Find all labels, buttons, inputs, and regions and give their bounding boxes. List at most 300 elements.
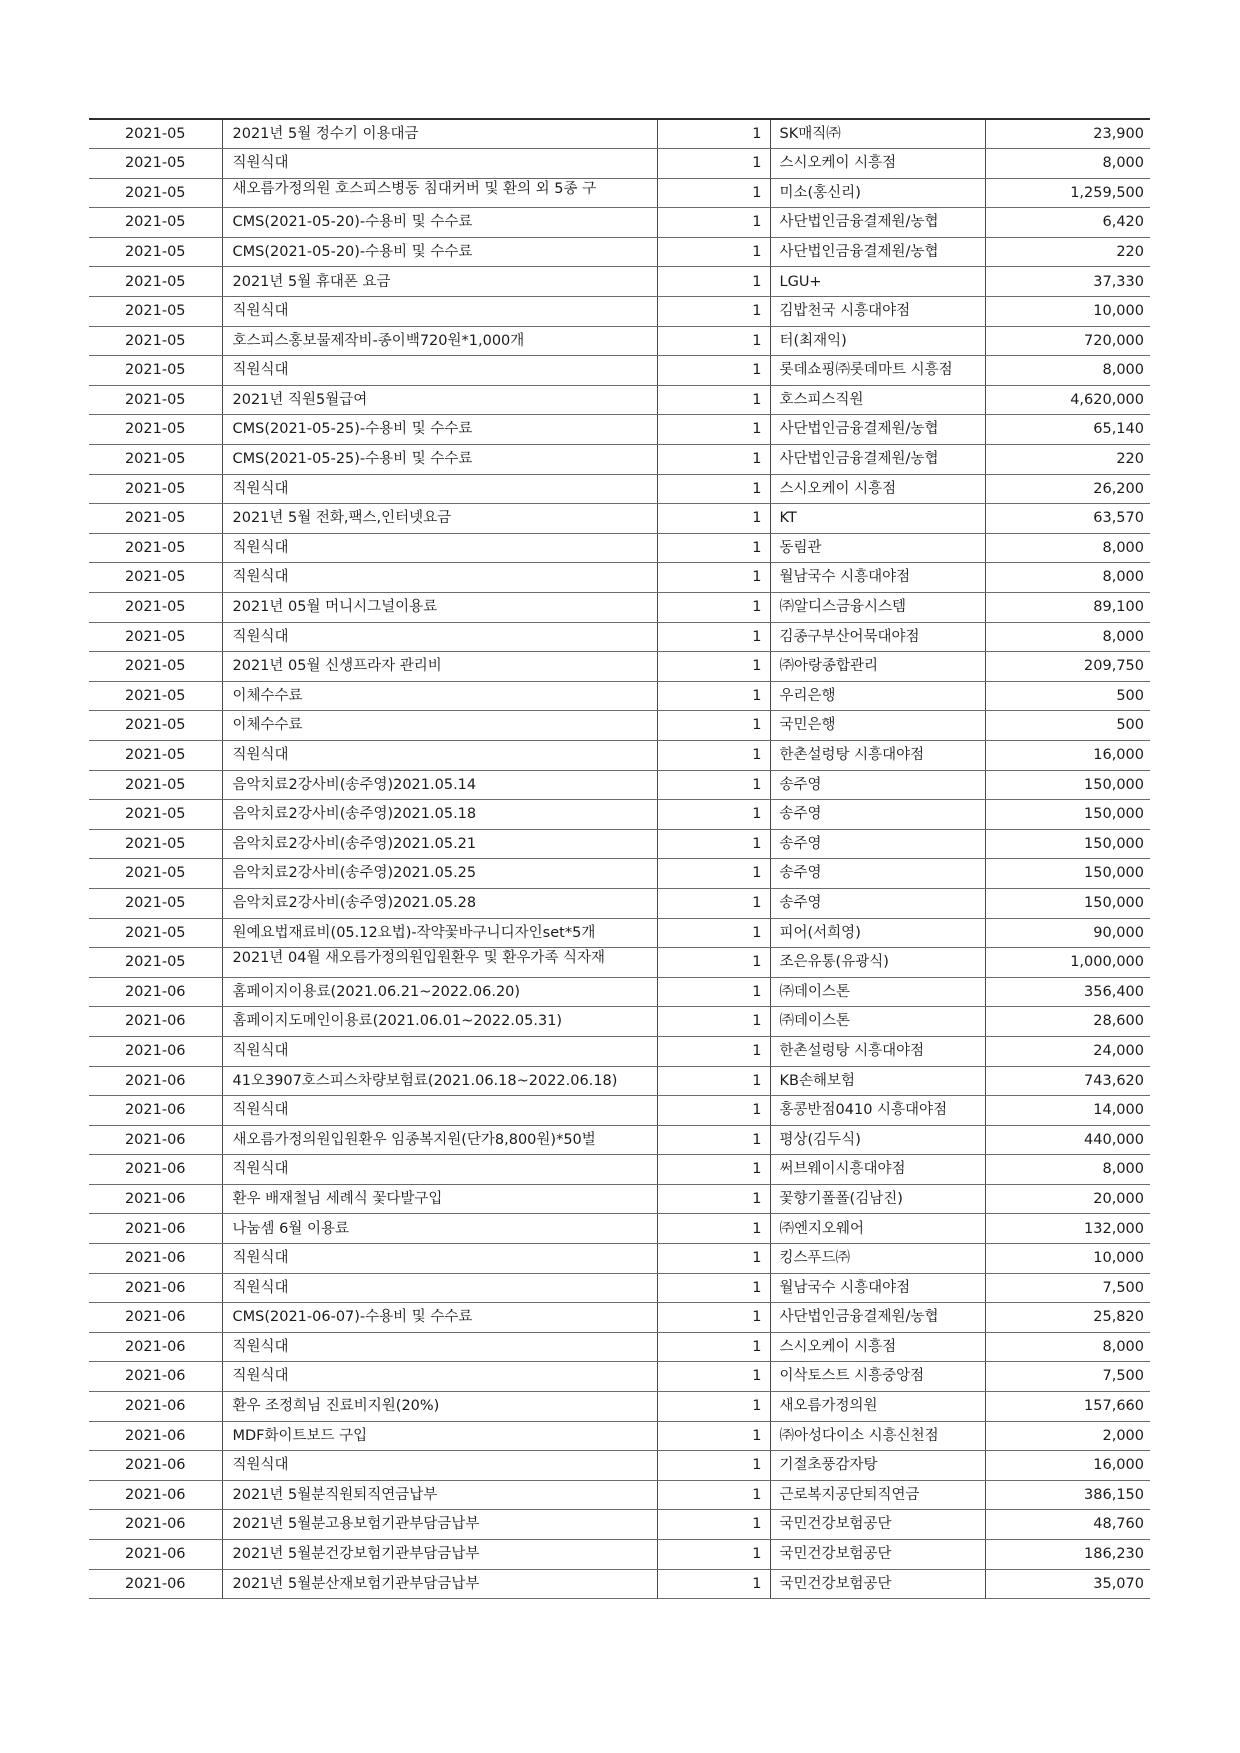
ledger-row [89,237,1150,267]
quantity-cell: 1 [657,1096,770,1126]
ledger-row [89,948,1150,978]
amount-cell: 8,000 [985,356,1150,386]
amount-cell: 7,500 [985,1362,1150,1392]
ledger-row [89,1332,1150,1362]
amount-cell: 8,000 [985,563,1150,593]
vendor-cell: 스시오케이 시흥점 [770,1332,985,1362]
description-cell: 나눔셈 6월 이용료 [222,1214,657,1244]
ledger-row [89,977,1150,1007]
description-cell: 음악치료2강사비(송주영)2021.05.21 [222,829,657,859]
quantity-cell: 1 [657,208,770,238]
amount-cell: 1,000,000 [985,948,1150,978]
amount-cell: 6,420 [985,208,1150,238]
quantity-cell: 1 [657,178,770,208]
amount-cell: 220 [985,445,1150,475]
ledger-row [89,149,1150,179]
description-cell: MDF화이트보드 구입 [222,1421,657,1451]
ledger-row [89,385,1150,415]
ledger-row [89,1096,1150,1126]
description-cell: 직원식대 [222,297,657,327]
description-cell: 2021년 5월 정수기 이용대금 [222,119,657,149]
vendor-cell: 기절초풍감자탕 [770,1451,985,1481]
description-cell: 음악치료2강사비(송주영)2021.05.28 [222,888,657,918]
quantity-cell: 1 [657,918,770,948]
vendor-cell: 월남국수 시흥대야점 [770,563,985,593]
date-cell: 2021-05 [89,681,222,711]
amount-cell: 37,330 [985,267,1150,297]
description-cell: 2021년 5월분건강보험기관부담금납부 [222,1540,657,1570]
amount-cell: 65,140 [985,415,1150,445]
expense-ledger-table [89,118,1150,1599]
description-cell: 2021년 05월 신생프라자 관리비 [222,652,657,682]
amount-cell: 220 [985,237,1150,267]
quantity-cell: 1 [657,888,770,918]
quantity-cell: 1 [657,385,770,415]
description-cell: 2021년 05월 머니시그널이용료 [222,593,657,623]
description-cell: 2021년 04월 새오름가정의원입원환우 및 환우가족 식자재 [222,948,657,978]
ledger-row [89,1066,1150,1096]
date-cell: 2021-05 [89,149,222,179]
quantity-cell: 1 [657,652,770,682]
date-cell: 2021-05 [89,829,222,859]
ledger-row [89,119,1150,149]
vendor-cell: 송주영 [770,859,985,889]
vendor-cell: ㈜아랑종합관리 [770,652,985,682]
ledger-row [89,1303,1150,1333]
amount-cell: 7,500 [985,1273,1150,1303]
ledger-row [89,740,1150,770]
amount-cell: 8,000 [985,1332,1150,1362]
quantity-cell: 1 [657,593,770,623]
quantity-cell: 1 [657,740,770,770]
vendor-cell: 홍콩반점0410 시흥대야점 [770,1096,985,1126]
date-cell: 2021-05 [89,622,222,652]
description-cell: 직원식대 [222,1244,657,1274]
amount-cell: 386,150 [985,1480,1150,1510]
vendor-cell: 꽃향기폴폴(김남진) [770,1184,985,1214]
amount-cell: 10,000 [985,297,1150,327]
description-cell: 직원식대 [222,356,657,386]
ledger-row [89,1540,1150,1570]
vendor-cell: 송주영 [770,888,985,918]
vendor-cell: SK매직㈜ [770,119,985,149]
date-cell: 2021-05 [89,385,222,415]
description-cell: 직원식대 [222,1155,657,1185]
vendor-cell: 사단법인금융결제원/농협 [770,237,985,267]
amount-cell: 132,000 [985,1214,1150,1244]
description-cell: 직원식대 [222,149,657,179]
quantity-cell: 1 [657,1244,770,1274]
ledger-row [89,1007,1150,1037]
amount-cell: 24,000 [985,1036,1150,1066]
vendor-cell: ㈜데이스톤 [770,977,985,1007]
date-cell: 2021-05 [89,918,222,948]
amount-cell: 8,000 [985,622,1150,652]
date-cell: 2021-05 [89,711,222,741]
vendor-cell: 국민은행 [770,711,985,741]
ledger-row [89,1125,1150,1155]
description-cell: 원예요법재료비(05.12요법)-작약꽃바구니디자인set*5개 [222,918,657,948]
date-cell: 2021-06 [89,1569,222,1599]
date-cell: 2021-06 [89,1332,222,1362]
amount-cell: 20,000 [985,1184,1150,1214]
vendor-cell: 이삭토스트 시흥중앙점 [770,1362,985,1392]
vendor-cell: 송주영 [770,770,985,800]
date-cell: 2021-06 [89,1244,222,1274]
date-cell: 2021-05 [89,356,222,386]
amount-cell: 2,000 [985,1421,1150,1451]
vendor-cell: 새오름가정의원 [770,1392,985,1422]
amount-cell: 1,259,500 [985,178,1150,208]
vendor-cell: 김종구부산어묵대야점 [770,622,985,652]
date-cell: 2021-05 [89,237,222,267]
date-cell: 2021-05 [89,208,222,238]
vendor-cell: 김밥천국 시흥대야점 [770,297,985,327]
date-cell: 2021-05 [89,770,222,800]
description-cell: 2021년 5월분직원퇴직연금납부 [222,1480,657,1510]
date-cell: 2021-06 [89,1480,222,1510]
ledger-row [89,297,1150,327]
vendor-cell: 피어(서희영) [770,918,985,948]
quantity-cell: 1 [657,681,770,711]
ledger-row [89,1184,1150,1214]
date-cell: 2021-05 [89,593,222,623]
ledger-row [89,681,1150,711]
ledger-row [89,829,1150,859]
quantity-cell: 1 [657,1184,770,1214]
amount-cell: 90,000 [985,918,1150,948]
vendor-cell: 롯데쇼핑㈜롯데마트 시흥점 [770,356,985,386]
date-cell: 2021-06 [89,1392,222,1422]
date-cell: 2021-06 [89,1362,222,1392]
vendor-cell: KB손해보험 [770,1066,985,1096]
ledger-row [89,800,1150,830]
quantity-cell: 1 [657,770,770,800]
quantity-cell: 1 [657,1451,770,1481]
amount-cell: 720,000 [985,326,1150,356]
vendor-cell: 한촌설렁탕 시흥대야점 [770,1036,985,1066]
vendor-cell: KT [770,504,985,534]
amount-cell: 157,660 [985,1392,1150,1422]
amount-cell: 150,000 [985,888,1150,918]
vendor-cell: 한촌설렁탕 시흥대야점 [770,740,985,770]
quantity-cell: 1 [657,1569,770,1599]
vendor-cell: 송주영 [770,829,985,859]
description-cell: 환우 조정희님 진료비지원(20%) [222,1392,657,1422]
ledger-row [89,474,1150,504]
quantity-cell: 1 [657,326,770,356]
quantity-cell: 1 [657,1155,770,1185]
vendor-cell: ㈜아성다이소 시흥신천점 [770,1421,985,1451]
description-cell: 41오3907호스피스차량보험료(2021.06.18~2022.06.18) [222,1066,657,1096]
description-cell: 직원식대 [222,474,657,504]
ledger-row [89,267,1150,297]
description-cell: 환우 배재철님 세례식 꽃다발구입 [222,1184,657,1214]
ledger-row [89,1362,1150,1392]
date-cell: 2021-06 [89,1510,222,1540]
date-cell: 2021-05 [89,859,222,889]
description-cell: 직원식대 [222,563,657,593]
date-cell: 2021-06 [89,1036,222,1066]
ledger-row [89,1244,1150,1274]
date-cell: 2021-05 [89,533,222,563]
amount-cell: 16,000 [985,740,1150,770]
amount-cell: 48,760 [985,1510,1150,1540]
date-cell: 2021-05 [89,267,222,297]
amount-cell: 8,000 [985,533,1150,563]
vendor-cell: 국민건강보험공단 [770,1510,985,1540]
description-cell: 2021년 5월분고용보험기관부담금납부 [222,1510,657,1540]
quantity-cell: 1 [657,267,770,297]
amount-cell: 35,070 [985,1569,1150,1599]
description-cell: 직원식대 [222,533,657,563]
description-cell: CMS(2021-05-25)-수용비 및 수수료 [222,445,657,475]
vendor-cell: 조은유통(유광식) [770,948,985,978]
quantity-cell: 1 [657,1036,770,1066]
vendor-cell: 국민건강보험공단 [770,1540,985,1570]
ledger-row [89,1480,1150,1510]
ledger-row [89,178,1150,208]
quantity-cell: 1 [657,1540,770,1570]
quantity-cell: 1 [657,977,770,1007]
quantity-cell: 1 [657,1273,770,1303]
quantity-cell: 1 [657,800,770,830]
description-cell: 2021년 5월분산재보험기관부담금납부 [222,1569,657,1599]
ledger-row [89,504,1150,534]
quantity-cell: 1 [657,1332,770,1362]
vendor-cell: 사단법인금융결제원/농협 [770,445,985,475]
ledger-row [89,711,1150,741]
amount-cell: 150,000 [985,859,1150,889]
amount-cell: 26,200 [985,474,1150,504]
quantity-cell: 1 [657,711,770,741]
date-cell: 2021-06 [89,1214,222,1244]
amount-cell: 4,620,000 [985,385,1150,415]
description-cell: 이체수수료 [222,711,657,741]
amount-cell: 14,000 [985,1096,1150,1126]
quantity-cell: 1 [657,1066,770,1096]
vendor-cell: 터(최재익) [770,326,985,356]
date-cell: 2021-05 [89,888,222,918]
description-cell: 이체수수료 [222,681,657,711]
date-cell: 2021-06 [89,1096,222,1126]
ledger-row [89,593,1150,623]
quantity-cell: 1 [657,149,770,179]
date-cell: 2021-06 [89,1540,222,1570]
description-cell: 2021년 5월 전화,팩스,인터넷요금 [222,504,657,534]
vendor-cell: 국민건강보험공단 [770,1569,985,1599]
date-cell: 2021-05 [89,474,222,504]
vendor-cell: 킹스푸드㈜ [770,1244,985,1274]
ledger-row [89,1569,1150,1599]
date-cell: 2021-05 [89,740,222,770]
quantity-cell: 1 [657,356,770,386]
description-cell: 새오름가정의원 호스피스병동 침대커버 및 환의 외 5종 구 [222,178,657,208]
ledger-row [89,770,1150,800]
amount-cell: 440,000 [985,1125,1150,1155]
amount-cell: 150,000 [985,829,1150,859]
date-cell: 2021-05 [89,297,222,327]
quantity-cell: 1 [657,1480,770,1510]
quantity-cell: 1 [657,1303,770,1333]
ledger-row [89,533,1150,563]
amount-cell: 500 [985,681,1150,711]
vendor-cell: 사단법인금융결제원/농협 [770,208,985,238]
date-cell: 2021-06 [89,1303,222,1333]
date-cell: 2021-06 [89,1007,222,1037]
amount-cell: 186,230 [985,1540,1150,1570]
amount-cell: 28,600 [985,1007,1150,1037]
quantity-cell: 1 [657,1007,770,1037]
vendor-cell: 근로복지공단퇴직연금 [770,1480,985,1510]
vendor-cell: 스시오케이 시흥점 [770,149,985,179]
vendor-cell: ㈜데이스톤 [770,1007,985,1037]
quantity-cell: 1 [657,237,770,267]
quantity-cell: 1 [657,1125,770,1155]
amount-cell: 209,750 [985,652,1150,682]
date-cell: 2021-05 [89,326,222,356]
ledger-row [89,208,1150,238]
vendor-cell: 써브웨이시흥대야점 [770,1155,985,1185]
amount-cell: 150,000 [985,770,1150,800]
date-cell: 2021-05 [89,948,222,978]
quantity-cell: 1 [657,474,770,504]
vendor-cell: 송주영 [770,800,985,830]
description-cell: 2021년 직원5월급여 [222,385,657,415]
date-cell: 2021-06 [89,977,222,1007]
quantity-cell: 1 [657,533,770,563]
amount-cell: 23,900 [985,119,1150,149]
ledger-row [89,1392,1150,1422]
description-cell: 직원식대 [222,1451,657,1481]
date-cell: 2021-05 [89,178,222,208]
date-cell: 2021-05 [89,504,222,534]
quantity-cell: 1 [657,1214,770,1244]
ledger-row [89,563,1150,593]
ledger-row [89,652,1150,682]
vendor-cell: 평상(김두식) [770,1125,985,1155]
ledger-row [89,415,1150,445]
amount-cell: 25,820 [985,1303,1150,1333]
description-cell: 직원식대 [222,1362,657,1392]
quantity-cell: 1 [657,119,770,149]
ledger-row [89,622,1150,652]
description-cell: 홈페이지이용료(2021.06.21~2022.06.20) [222,977,657,1007]
vendor-cell: LGU+ [770,267,985,297]
quantity-cell: 1 [657,563,770,593]
description-cell: 음악치료2강사비(송주영)2021.05.25 [222,859,657,889]
date-cell: 2021-05 [89,445,222,475]
date-cell: 2021-05 [89,563,222,593]
description-cell: CMS(2021-05-20)-수용비 및 수수료 [222,237,657,267]
ledger-row [89,918,1150,948]
ledger-row [89,1421,1150,1451]
date-cell: 2021-06 [89,1273,222,1303]
vendor-cell: 미소(홍신리) [770,178,985,208]
quantity-cell: 1 [657,1362,770,1392]
ledger-row [89,326,1150,356]
amount-cell: 8,000 [985,1155,1150,1185]
date-cell: 2021-06 [89,1125,222,1155]
description-cell: 직원식대 [222,1036,657,1066]
ledger-row [89,1155,1150,1185]
description-cell: 직원식대 [222,1096,657,1126]
vendor-cell: 스시오케이 시흥점 [770,474,985,504]
ledger-row [89,445,1150,475]
amount-cell: 10,000 [985,1244,1150,1274]
vendor-cell: ㈜알디스금융시스템 [770,593,985,623]
ledger-row [89,1451,1150,1481]
date-cell: 2021-06 [89,1184,222,1214]
quantity-cell: 1 [657,297,770,327]
amount-cell: 743,620 [985,1066,1150,1096]
quantity-cell: 1 [657,504,770,534]
ledger-row [89,1214,1150,1244]
ledger-row [89,356,1150,386]
ledger-row [89,1273,1150,1303]
quantity-cell: 1 [657,859,770,889]
quantity-cell: 1 [657,622,770,652]
vendor-cell: 월남국수 시흥대야점 [770,1273,985,1303]
quantity-cell: 1 [657,829,770,859]
ledger-row [89,859,1150,889]
vendor-cell: ㈜엔지오웨어 [770,1214,985,1244]
ledger-row [89,888,1150,918]
description-cell: 음악치료2강사비(송주영)2021.05.14 [222,770,657,800]
description-cell: 직원식대 [222,1332,657,1362]
description-cell: 2021년 5월 휴대폰 요금 [222,267,657,297]
quantity-cell: 1 [657,1392,770,1422]
description-cell: CMS(2021-06-07)-수용비 및 수수료 [222,1303,657,1333]
amount-cell: 500 [985,711,1150,741]
amount-cell: 356,400 [985,977,1150,1007]
date-cell: 2021-06 [89,1421,222,1451]
date-cell: 2021-05 [89,652,222,682]
vendor-cell: 우리은행 [770,681,985,711]
date-cell: 2021-06 [89,1066,222,1096]
description-cell: 홈페이지도메인이용료(2021.06.01~2022.05.31) [222,1007,657,1037]
description-cell: CMS(2021-05-25)-수용비 및 수수료 [222,415,657,445]
quantity-cell: 1 [657,1510,770,1540]
ledger-row [89,1510,1150,1540]
date-cell: 2021-05 [89,119,222,149]
description-cell: 직원식대 [222,1273,657,1303]
quantity-cell: 1 [657,1421,770,1451]
date-cell: 2021-05 [89,415,222,445]
amount-cell: 89,100 [985,593,1150,623]
vendor-cell: 사단법인금융결제원/농협 [770,1303,985,1333]
amount-cell: 63,570 [985,504,1150,534]
vendor-cell: 호스피스직원 [770,385,985,415]
description-cell: CMS(2021-05-20)-수용비 및 수수료 [222,208,657,238]
ledger-row [89,1036,1150,1066]
vendor-cell: 사단법인금융결제원/농협 [770,415,985,445]
description-cell: 직원식대 [222,740,657,770]
ledger-body [89,119,1150,1599]
amount-cell: 150,000 [985,800,1150,830]
quantity-cell: 1 [657,445,770,475]
date-cell: 2021-06 [89,1155,222,1185]
quantity-cell: 1 [657,415,770,445]
description-cell: 새오름가정의원입원환우 임종복지원(단가8,800원)*50벌 [222,1125,657,1155]
amount-cell: 8,000 [985,149,1150,179]
amount-cell: 16,000 [985,1451,1150,1481]
date-cell: 2021-06 [89,1451,222,1481]
date-cell: 2021-05 [89,800,222,830]
quantity-cell: 1 [657,948,770,978]
description-cell: 직원식대 [222,622,657,652]
vendor-cell: 동림관 [770,533,985,563]
